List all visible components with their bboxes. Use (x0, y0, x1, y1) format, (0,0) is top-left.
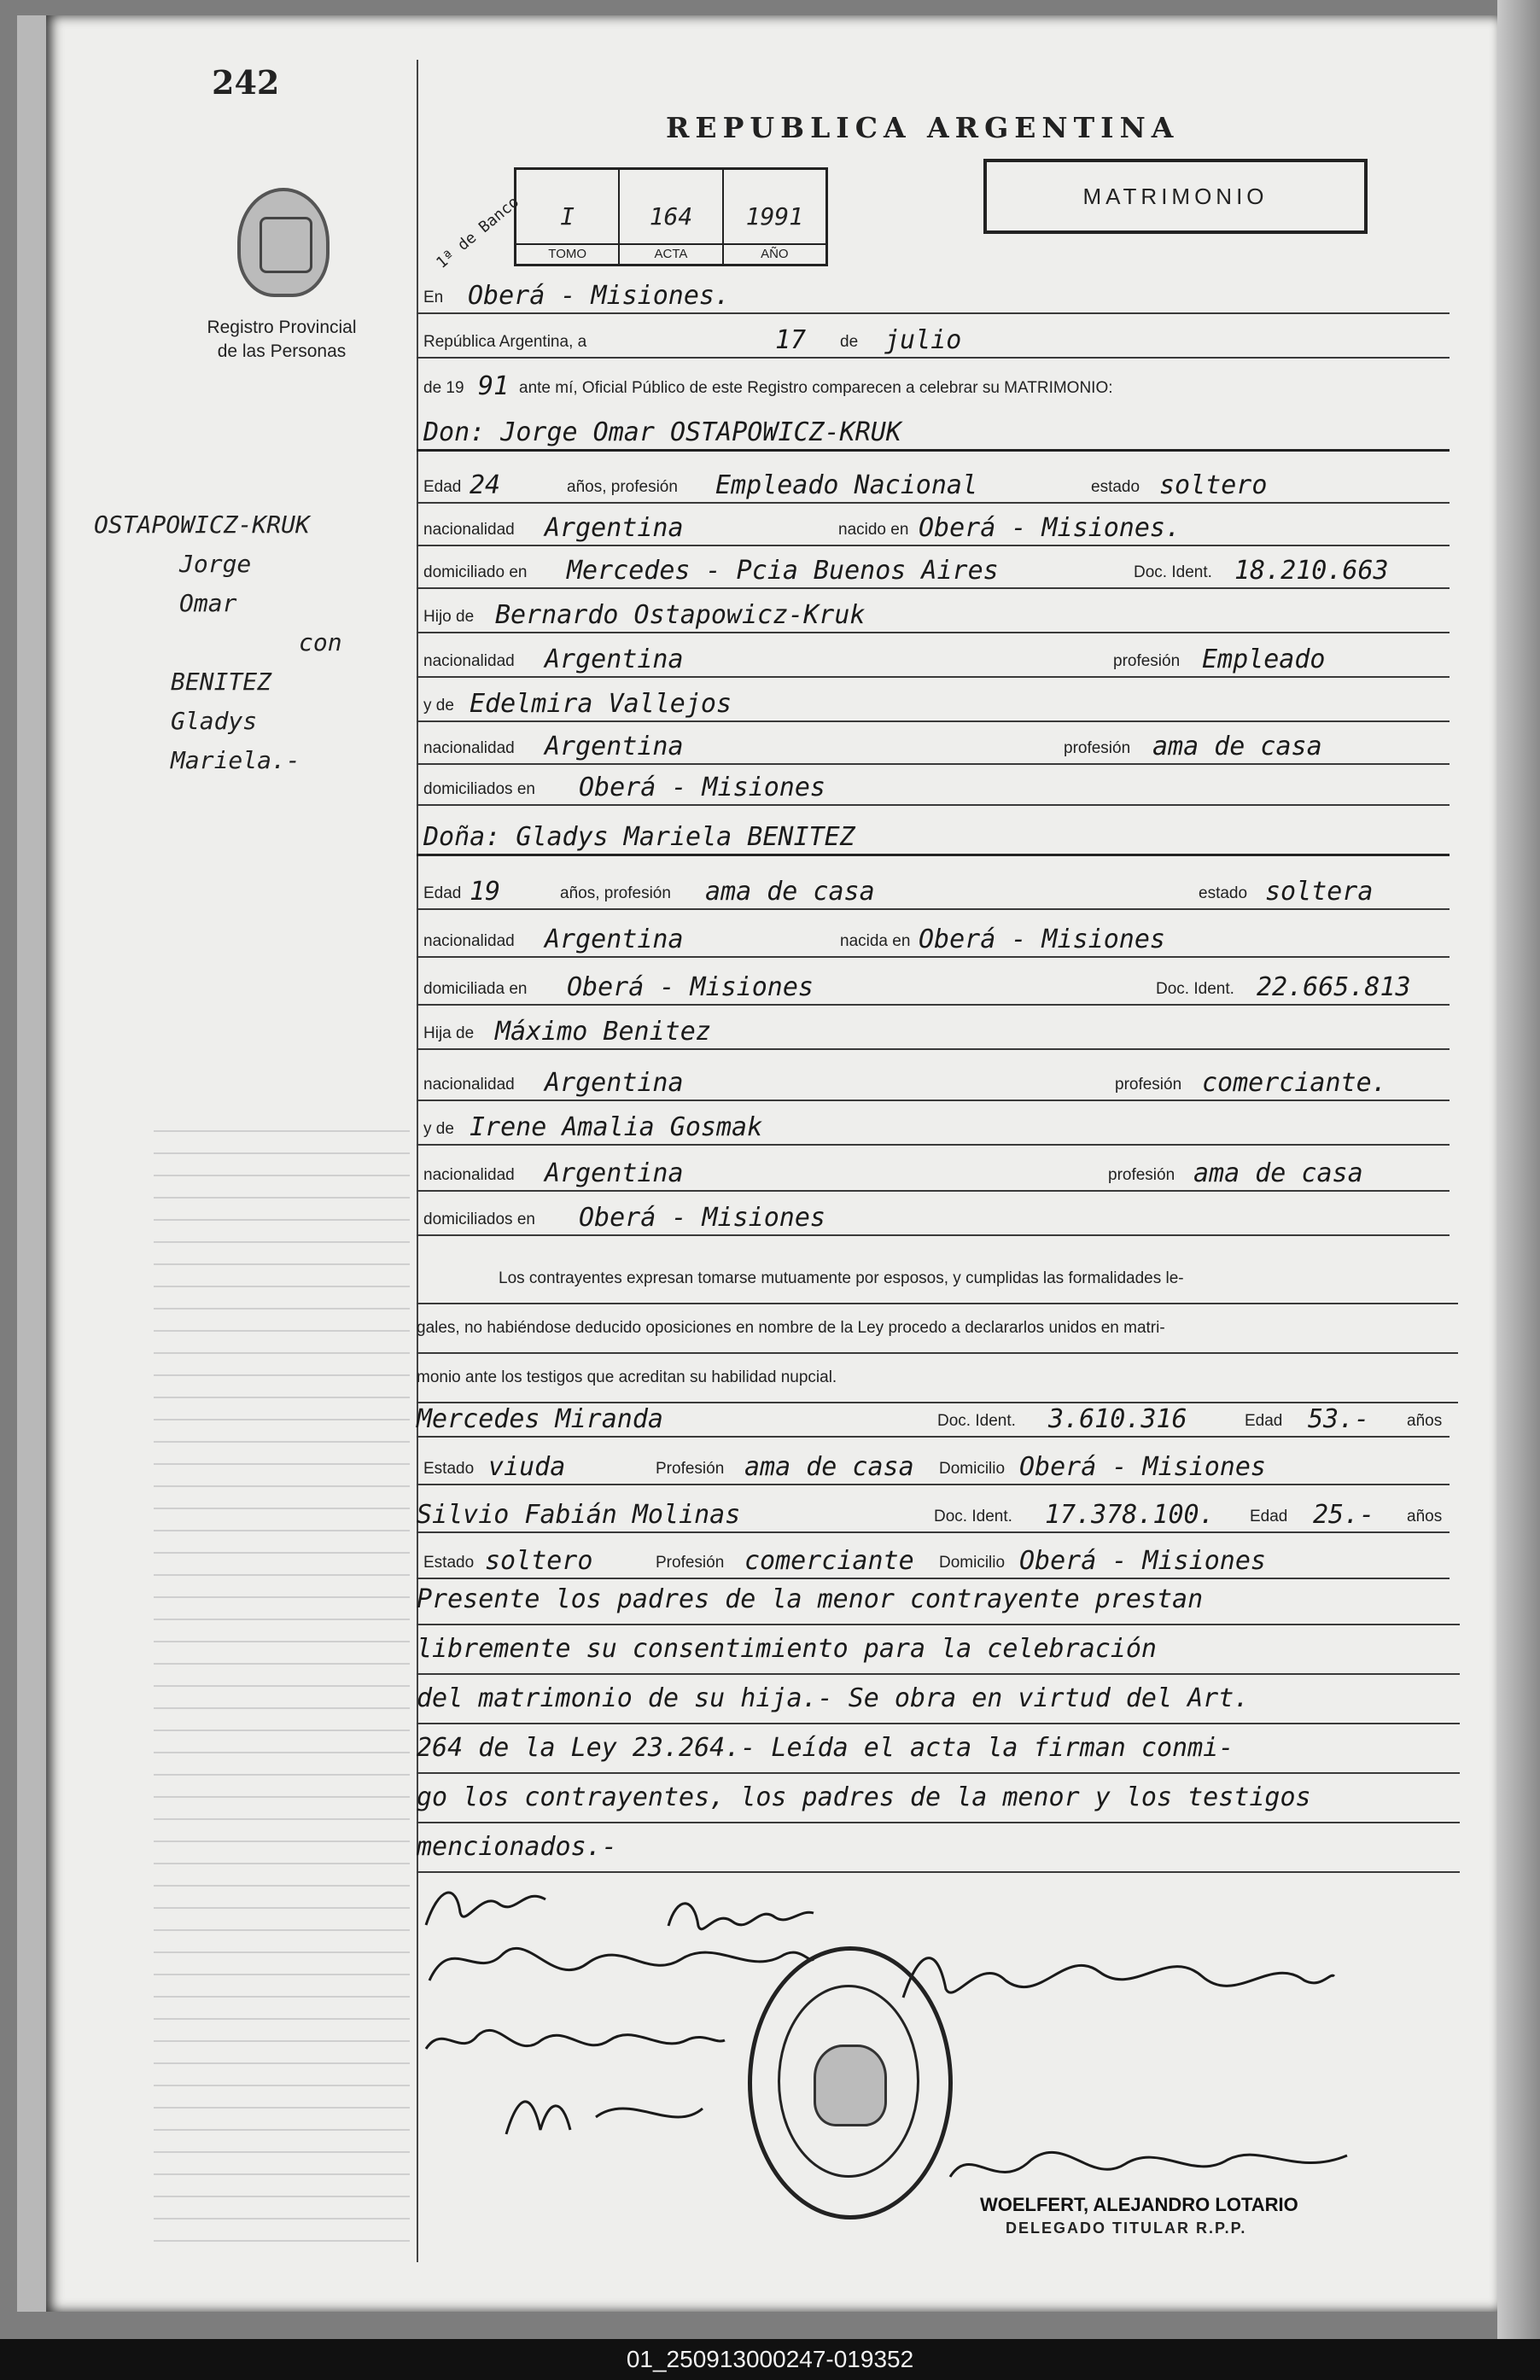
bride-domicile-row (417, 963, 1450, 1006)
field-value: viuda (488, 1452, 566, 1482)
field-label: nacionalidad (423, 1076, 515, 1094)
field-value: ama de casa (1152, 732, 1322, 761)
acta-value: 164 (649, 202, 693, 230)
bride-nationality-row (417, 915, 1450, 958)
anio-label: AÑO (724, 243, 825, 264)
margin-line: OSTAPOWICZ-KRUK (94, 510, 310, 539)
field-value: comerciante (744, 1546, 914, 1576)
field-value: 22.665.813 (1257, 972, 1411, 1002)
book-edge (1497, 0, 1540, 2339)
witness2-name: Silvio Fabián Molinas (417, 1500, 741, 1530)
field-value: julio (884, 325, 962, 355)
field-value: 3.610.316 (1048, 1404, 1187, 1434)
registry-name (171, 316, 393, 364)
tomo-cell (516, 170, 620, 264)
bride-name-row (417, 813, 1450, 856)
field-value: Oberá - Misiones (1019, 1452, 1266, 1482)
field-label: profesión (1115, 1076, 1182, 1094)
field-label: años, profesión (567, 478, 678, 496)
field-value: Oberá - Misiones. (468, 281, 731, 311)
field-value: Empleado Nacional (715, 470, 978, 500)
statement-line: Los contrayentes expresan tomarse mutuamente por esposos, y cumplidas las formalidades le- (417, 1255, 1458, 1304)
field-label: Doc. Ident. (937, 1412, 1016, 1430)
ruled-margin (154, 1110, 410, 2245)
handwritten-notes (417, 1576, 1460, 1873)
officer-title: DELEGADO TITULAR R.P.P. (1006, 2220, 1247, 2237)
field-value: Argentina (545, 732, 684, 761)
field-label: nacionalidad (423, 932, 515, 950)
signature-scribble-icon (425, 1929, 818, 1998)
witness2-details-row (417, 1537, 1450, 1579)
field-label: Edad (1250, 1508, 1288, 1525)
tomo-acta-ano-box (514, 167, 828, 266)
field-label: domiciliada en (423, 980, 528, 998)
witness1-details-row (417, 1443, 1450, 1485)
groom-name-row (417, 408, 1450, 452)
field-value: ama de casa (1193, 1158, 1363, 1188)
anio-value: 1991 (745, 202, 804, 230)
signature-maximo (425, 1929, 818, 2005)
field-value: ama de casa (744, 1452, 914, 1482)
bride-name: Doña: Gladys Mariela BENITEZ (423, 822, 855, 852)
field-label: Domicilio (939, 1460, 1006, 1478)
field-label: ante mí, Oficial Público de este Registro comparecen a celebrar su MATRIMONIO: (519, 379, 1113, 397)
bride-mother-nationality-row (417, 1149, 1450, 1192)
field-label: años (1407, 1412, 1443, 1430)
field-label: Doc. Ident. (1156, 980, 1234, 998)
field-label: Profesión (656, 1554, 725, 1572)
note-line: 264 de la Ley 23.264.- Leída el acta la firman conmi- (417, 1724, 1460, 1774)
field-label: estado (1091, 478, 1140, 496)
corner-note: 1ª de Banco (433, 193, 523, 272)
field-value: Argentina (545, 1068, 684, 1098)
witness1-name: Mercedes Miranda (417, 1404, 663, 1434)
statement-line: monio ante los testigos que acreditan su habilidad nupcial. (417, 1354, 1458, 1403)
note-line: mencionados.- (417, 1823, 1460, 1873)
groom-mother-row (417, 680, 1450, 722)
groom-age-row (417, 461, 1450, 504)
field-label: Hija de (423, 1024, 475, 1042)
registry-line1: Registro Provincial (207, 318, 357, 337)
bride-parents-domicile-row (417, 1193, 1450, 1236)
field-value: soltero (485, 1546, 593, 1576)
field-label: nacionalidad (423, 521, 515, 539)
signature-mercedes (422, 2015, 729, 2074)
field-value: Oberá - Misiones. (919, 513, 1181, 543)
bride-mother-row (417, 1103, 1450, 1146)
signature-scribble-icon (895, 1938, 1339, 2015)
groom-mother-nationality-row (417, 722, 1450, 765)
anio-cell (724, 170, 825, 264)
signatures-area (417, 1878, 1458, 2322)
field-label: estado (1199, 884, 1248, 902)
field-label: Edad (423, 884, 462, 902)
field-label: y de (423, 697, 454, 715)
field-value: Oberá - Misiones (579, 773, 825, 802)
groom-parents-domicile-row (417, 763, 1450, 806)
groom-name: Don: Jorge Omar OSTAPOWICZ-KRUK (423, 417, 901, 447)
record-type-box: MATRIMONIO (983, 159, 1368, 234)
field-label: años (1407, 1508, 1443, 1525)
field-label: En (423, 289, 444, 306)
field-value: Irene Amalia Gosmak (470, 1112, 763, 1142)
note-line: go los contrayentes, los padres de la menor y los testigos (417, 1774, 1460, 1823)
field-label: de (840, 333, 859, 351)
field-label: nacionalidad (423, 739, 515, 757)
field-value: 25.- (1313, 1500, 1375, 1530)
field-label: profesión (1108, 1166, 1175, 1184)
bride-father-nationality-row (417, 1059, 1450, 1101)
bride-father-row (417, 1007, 1450, 1050)
country-title: REPUBLICA ARGENTINA (666, 111, 1180, 144)
field-value: Oberá - Misiones (579, 1203, 825, 1233)
field-label: Estado (423, 1554, 475, 1572)
field-label: Domicilio (939, 1554, 1006, 1572)
field-value: Argentina (545, 1158, 684, 1188)
margin-line: Mariela.- (171, 746, 300, 774)
field-value: Oberá - Misiones (919, 925, 1165, 954)
field-value: 17.378.100. (1045, 1500, 1215, 1530)
field-value: 24 (470, 470, 501, 500)
field-value: Bernardo Ostapowicz-Kruk (495, 600, 866, 630)
field-value: Argentina (545, 645, 684, 674)
field-label: Doc. Ident. (1134, 563, 1212, 581)
field-label: Estado (423, 1460, 475, 1478)
field-value: Edelmira Vallejos (470, 689, 732, 719)
field-label: Doc. Ident. (934, 1508, 1012, 1525)
field-label: nacionalidad (423, 1166, 515, 1184)
image-id-footer: 01_250913000247-019352 (0, 2339, 1540, 2380)
field-label: Hijo de (423, 608, 475, 626)
field-label: nacionalidad (423, 652, 515, 670)
margin-line: BENITEZ (171, 668, 272, 696)
acta-cell (620, 170, 723, 264)
witness2-row (417, 1490, 1450, 1533)
margin-line: Omar (179, 589, 237, 617)
stamp-emblem-icon (814, 2045, 887, 2126)
groom-nationality-row (417, 504, 1450, 546)
margin-line: Jorge (179, 550, 252, 578)
field-label: domiciliados en (423, 780, 535, 798)
intro-year-row (417, 362, 1450, 403)
field-label: profesión (1113, 652, 1181, 670)
field-value: Máximo Benitez (495, 1017, 711, 1047)
field-value: 18.210.663 (1234, 556, 1389, 586)
note-line: del matrimonio de su hija.- Se obra en virtud del Art. (417, 1675, 1460, 1724)
field-label: domiciliados en (423, 1210, 535, 1228)
margin-note (94, 505, 410, 780)
bride-age-row (417, 867, 1450, 910)
acta-label: ACTA (620, 243, 721, 264)
field-value: ama de casa (705, 877, 875, 907)
field-value: Oberá - Misiones (1019, 1546, 1266, 1576)
statement-paragraph (417, 1255, 1458, 1403)
signature-scribble-icon (946, 2134, 1356, 2202)
field-value: soltero (1159, 470, 1268, 500)
field-label: profesión (1064, 739, 1131, 757)
tomo-value: I (560, 202, 575, 230)
field-value: 17 (775, 325, 807, 355)
officer-name: WOELFERT, ALEJANDRO LOTARIO (980, 2194, 1298, 2215)
registry-stamp (748, 1946, 953, 2220)
field-value: Argentina (545, 513, 684, 543)
margin-line: Gladys (171, 707, 258, 735)
field-value: Mercedes - Pcia Buenos Aires (567, 556, 999, 586)
intro-place-row (417, 271, 1450, 314)
note-line: Presente los padres de la menor contrayente prestan (417, 1576, 1460, 1625)
field-value: Argentina (545, 925, 684, 954)
field-label: años, profesión (560, 884, 671, 902)
groom-father-nationality-row (417, 635, 1450, 678)
field-label: Edad (423, 478, 462, 496)
field-value: 91 (478, 371, 510, 401)
field-value: comerciante. (1202, 1068, 1387, 1098)
registry-line2: de las Personas (217, 341, 347, 361)
field-label: nacida en (840, 932, 911, 950)
signature-molinas (502, 2083, 707, 2150)
field-value: Empleado (1202, 645, 1326, 674)
witness1-row (417, 1395, 1450, 1438)
note-line: libremente su consentimiento para la celebración (417, 1625, 1460, 1675)
field-label: Edad (1245, 1412, 1283, 1430)
tomo-label: TOMO (516, 243, 618, 264)
field-label: República Argentina, a (423, 333, 587, 351)
field-value: 53.- (1308, 1404, 1370, 1434)
field-label: Profesión (656, 1460, 725, 1478)
statement-line: gales, no habiéndose deducido oposiciones en nombre de la Ley procedo a declararlos unidos en matri- (417, 1304, 1458, 1354)
signature-scribble-icon (502, 2083, 707, 2143)
groom-father-row (417, 591, 1450, 633)
field-value: soltera (1265, 877, 1374, 907)
field-value: 19 (470, 877, 501, 907)
field-label: domiciliado en (423, 563, 528, 581)
signature-scribble-icon (422, 2015, 729, 2066)
field-label: y de (423, 1120, 454, 1138)
intro-date-row (417, 316, 1450, 359)
field-label: nacido en (838, 521, 909, 539)
margin-line: con (299, 628, 342, 656)
signature-irene (895, 1938, 1339, 2023)
provincial-seal-icon (237, 188, 330, 297)
page-number: 242 (212, 63, 280, 102)
groom-domicile-row (417, 546, 1450, 589)
field-label: de 19 (423, 379, 464, 397)
field-value: Oberá - Misiones (567, 972, 814, 1002)
